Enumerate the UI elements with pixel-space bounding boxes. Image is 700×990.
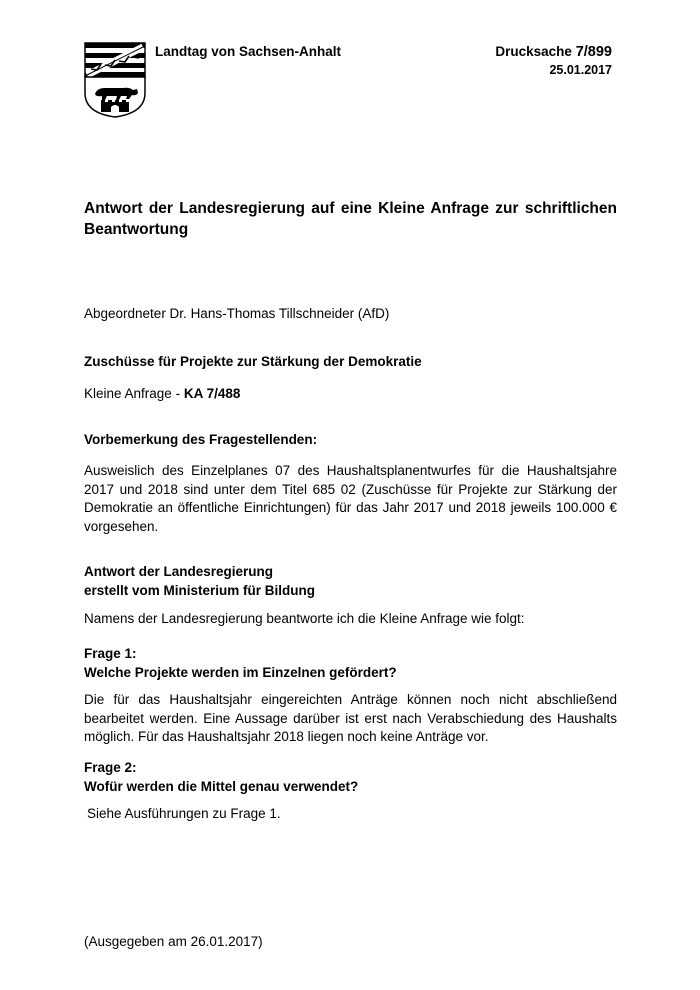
reference-prefix: Kleine Anfrage -: [84, 386, 184, 401]
member-of-parliament: Abgeordneter Dr. Hans-Thomas Tillschneider (AfD): [84, 306, 390, 321]
answer-heading: [84, 563, 617, 600]
preliminary-text: Ausweislich des Einzelplanes 07 des Haushaltsplanentwurfes für die Haushaltsjahre 2017 und 2018 sind unter dem Titel 685 02 (Zuschüsse für Projekte zur Stärkung der Demokratie an öffentliche Einrichtungen) für das Jahr 2017 und 2018 jeweils 100.000 € vorgesehen.: [84, 463, 617, 534]
question-1-heading: [84, 645, 617, 682]
answer-heading-line1: Antwort der Landesregierung: [84, 564, 274, 579]
question-1-answer: Die für das Haushaltsjahr eingereichten Anträge können noch nicht abschließend bearbeitet werden. Eine Aussage darüber ist erst nach Verabschiedung des Haushalts möglich. Für das Haushaltsjahr 2018 liegen noch keine Anträge vor.: [84, 692, 617, 744]
inquiry-subject: Zuschüsse für Projekte zur Stärkung der Demokratie: [84, 354, 422, 369]
question-2-label: Frage 2:: [84, 760, 137, 775]
document-label: Drucksache: [495, 44, 572, 59]
preliminary-heading: Vorbemerkung des Fragestellenden:: [84, 432, 318, 447]
document-number-value: 7/899: [575, 44, 612, 60]
question-1-text: Welche Projekte werden im Einzelnen gefördert?: [84, 664, 397, 680]
document-date: 25.01.2017: [549, 63, 612, 77]
question-2-answer: Siehe Ausführungen zu Frage 1.: [87, 806, 281, 821]
question-1-label: Frage 1:: [84, 646, 137, 661]
question-2-heading: [84, 759, 617, 796]
question-2-text: Wofür werden die Mittel genau verwendet?: [84, 778, 359, 794]
coat-of-arms-icon: [83, 41, 147, 119]
document-number: [495, 44, 612, 60]
parliament-name: Landtag von Sachsen-Anhalt: [155, 44, 342, 59]
inquiry-reference: [84, 385, 617, 404]
answer-heading-line2: erstellt vom Ministerium für Bildung: [84, 582, 316, 598]
issued-date: (Ausgegeben am 26.01.2017): [84, 934, 263, 949]
reference-number: KA 7/488: [183, 386, 241, 401]
document-title: Antwort der Landesregierung auf eine Kleine Anfrage zur schriftlichen Beantwortung: [84, 200, 617, 238]
answer-intro: Namens der Landesregierung beantworte ich die Kleine Anfrage wie folgt:: [84, 611, 525, 626]
